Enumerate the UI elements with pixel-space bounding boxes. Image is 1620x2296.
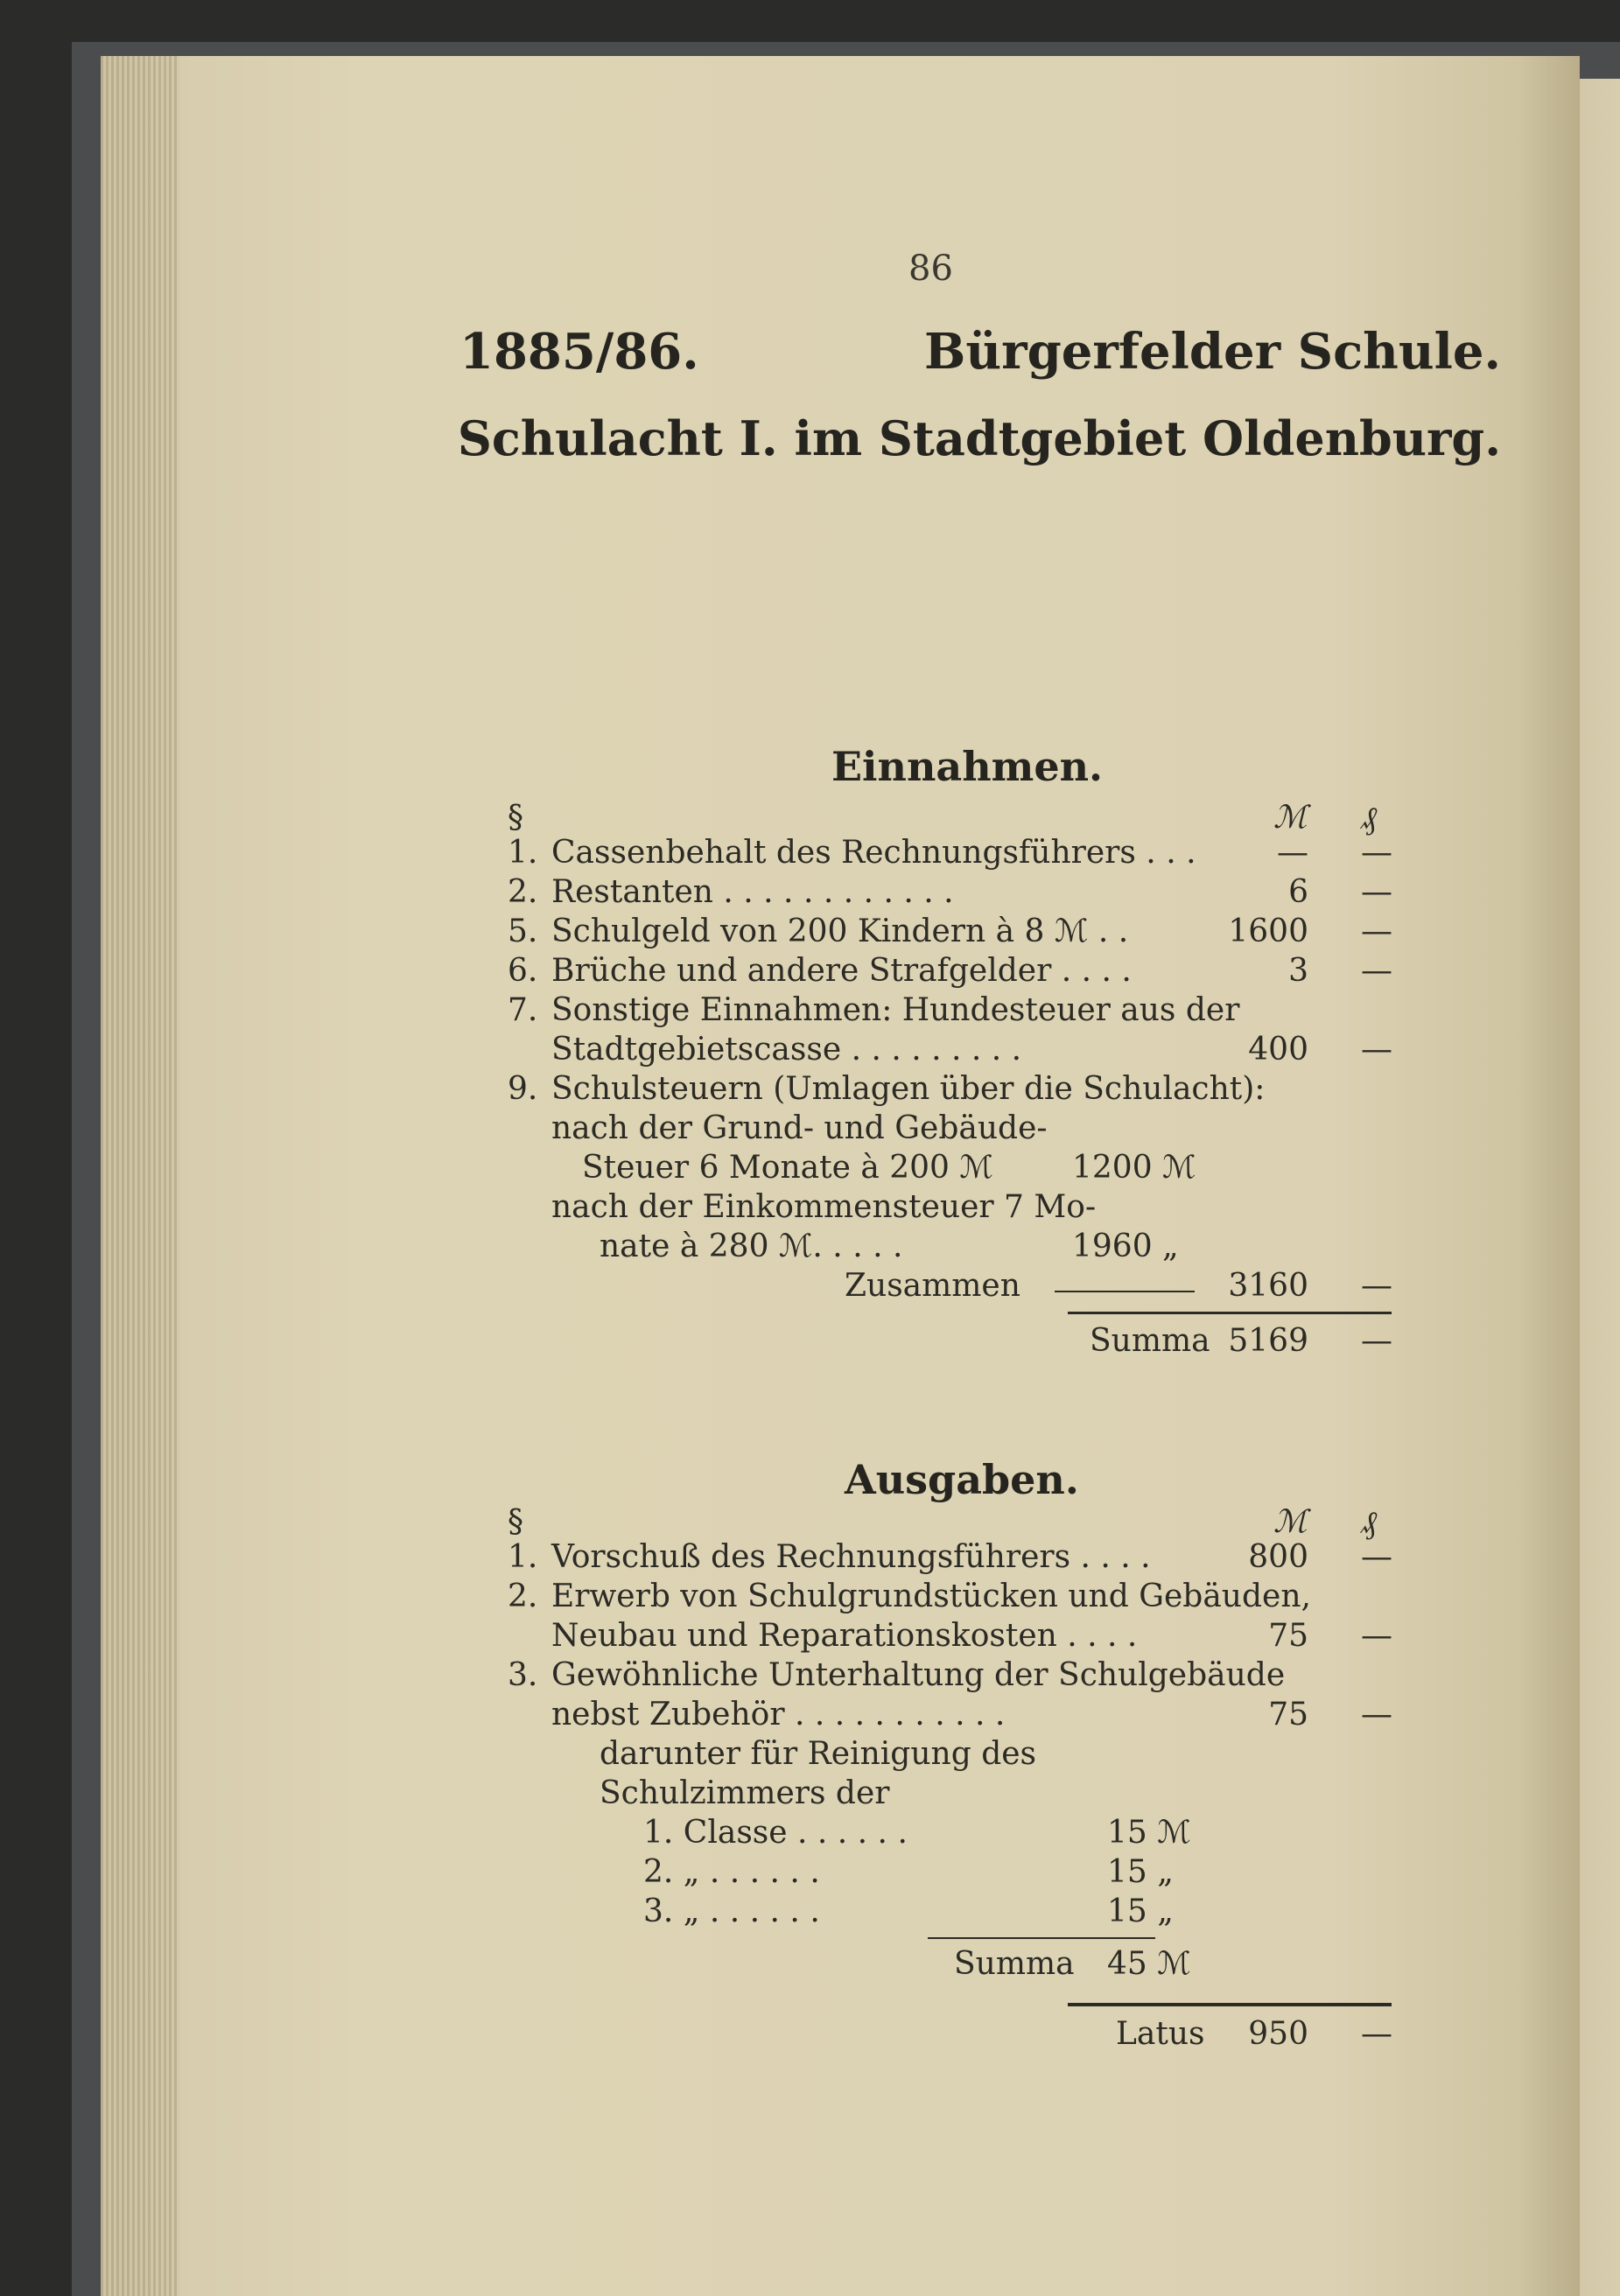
class-value: 15 „ [1107, 1894, 1174, 1929]
row-text: Stadtgebietscasse . . . . . . . . . [551, 1032, 1022, 1068]
row-mark: — [1277, 835, 1308, 871]
row-text: Schulsteuern (Umlagen über die Schulacht): [551, 1071, 1266, 1107]
latus-rule [1068, 2003, 1392, 2006]
row-mark: 3 [1288, 953, 1308, 989]
row-pf: — [1361, 1032, 1392, 1068]
row-text: Brüche und andere Strafgelder . . . . [551, 953, 1132, 989]
row-text: Vorschuß des Rechnungsführers . . . . [551, 1539, 1151, 1575]
einkommen-line: nach der Einkommensteuer 7 Mo- [551, 1189, 1097, 1225]
row-pf: — [1361, 953, 1392, 989]
row-text: Restanten . . . . . . . . . . . . [551, 874, 954, 910]
ausgaben-col-pf: ₰ [1361, 1505, 1377, 1541]
header-subtitle: Schulacht I. im Stadtgebiet Oldenburg. [457, 410, 1501, 466]
class-value: 15 ℳ [1107, 1815, 1191, 1851]
row-mark: 1600 [1228, 914, 1308, 949]
einnahmen-col-symbol: § [508, 800, 523, 836]
steuer-value: 1200 ℳ [1072, 1150, 1196, 1186]
einnahmen-summa-mark: 5169 [1228, 1323, 1308, 1359]
row-text: Sonstige Einnahmen: Hundesteuer aus der [551, 992, 1240, 1028]
row-mark: 75 [1268, 1697, 1308, 1732]
row-number: 1. [508, 1539, 538, 1575]
row-mark: 800 [1248, 1539, 1308, 1575]
row-text: Cassenbehalt des Rechnungsführers . . . [551, 835, 1196, 871]
header-year: 1885/86. [459, 323, 699, 381]
einnahmen-title: Einnahmen. [831, 743, 1104, 790]
row-number: 7. [508, 992, 538, 1028]
ausgaben-title: Ausgaben. [845, 1456, 1079, 1503]
page-edges [101, 56, 179, 2296]
darunter-line-1: darunter für Reinigung des [600, 1736, 1037, 1772]
latus-mark: 950 [1248, 2016, 1308, 2052]
class-label: 3. „ . . . . . . [643, 1894, 820, 1929]
steuer-line: Steuer 6 Monate à 200 ℳ [582, 1150, 993, 1186]
ausgaben-col-mark: ℳ [1273, 1504, 1308, 1540]
einnahmen-col-mark: ℳ [1273, 800, 1308, 836]
row-mark: 400 [1248, 1032, 1308, 1068]
latus-pf: — [1361, 2016, 1392, 2052]
zusammen-label: Zusammen [845, 1268, 1020, 1304]
row-pf: — [1361, 874, 1392, 910]
row-text: nebst Zubehör . . . . . . . . . . . [551, 1697, 1006, 1732]
zusammen-pf: — [1361, 1268, 1392, 1304]
row-number: 2. [508, 1578, 538, 1614]
row-text: nach der Grund- und Gebäude- [551, 1110, 1048, 1146]
book-page [101, 56, 1580, 2296]
einnahmen-col-pf: ₰ [1361, 801, 1377, 836]
row-text: Gewöhnliche Unterhaltung der Schulgebäude [551, 1657, 1286, 1693]
row-pf: — [1361, 835, 1392, 871]
class-label: 1. Classe . . . . . . [643, 1815, 908, 1851]
header-school: Bürgerfelder Schule. [924, 323, 1501, 381]
row-text: Schulgeld von 200 Kindern à 8 ℳ . . [551, 914, 1129, 949]
row-pf: — [1361, 1697, 1392, 1732]
einnahmen-summa-label: Summa [1090, 1323, 1210, 1359]
row-text: Erwerb von Schulgrundstücken und Gebäuden, [551, 1578, 1311, 1614]
latus-label: Latus [1116, 2016, 1205, 2052]
zusammen-dash-line [1055, 1291, 1195, 1292]
row-number: 3. [508, 1657, 538, 1693]
row-text: Neubau und Reparationskosten . . . . [551, 1618, 1138, 1654]
einkommen-value: 1960 „ [1072, 1228, 1179, 1264]
ausgaben-summa-value: 45 ℳ [1107, 1946, 1191, 1982]
class-value: 15 „ [1107, 1854, 1174, 1890]
class-label: 2. „ . . . . . . [643, 1854, 820, 1890]
row-number: 2. [508, 874, 538, 910]
row-pf: — [1361, 1539, 1392, 1575]
row-number: 5. [508, 914, 538, 949]
einkommen-line-2: nate à 280 ℳ. . . . . [600, 1228, 903, 1264]
row-number: 1. [508, 835, 538, 871]
row-pf: — [1361, 1618, 1392, 1654]
ausgaben-summa-label: Summa [954, 1946, 1075, 1982]
row-pf: — [1361, 914, 1392, 949]
ausgaben-col-symbol: § [508, 1504, 523, 1540]
row-mark: 75 [1268, 1618, 1308, 1654]
row-mark: 6 [1288, 874, 1308, 910]
einnahmen-summa-pf: — [1361, 1323, 1392, 1359]
row-number: 6. [508, 953, 538, 989]
row-number: 9. [508, 1071, 538, 1107]
darunter-line-2: Schulzimmers der [600, 1775, 890, 1811]
page-number: 86 [908, 248, 953, 289]
einnahmen-sum-rule [1068, 1312, 1392, 1314]
zusammen-mark: 3160 [1228, 1268, 1308, 1304]
class-sum-rule [928, 1937, 1155, 1939]
